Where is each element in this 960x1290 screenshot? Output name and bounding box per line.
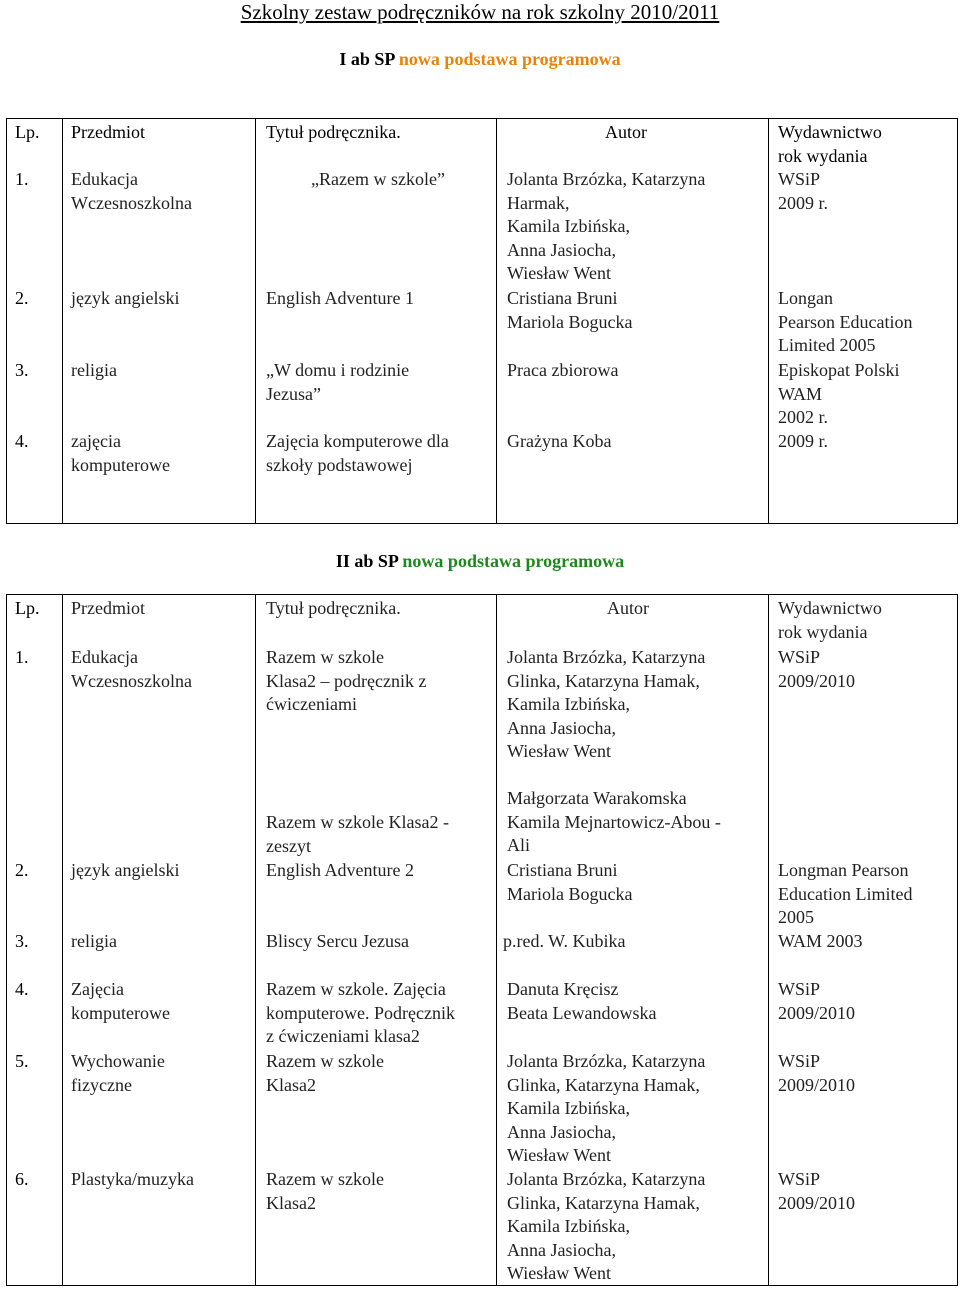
section-1-class: I ab SP (339, 49, 395, 69)
table-row-3-subject: religia (71, 360, 117, 380)
header-author: Autor (605, 122, 647, 142)
header-publisher: Wydawnictwo rok wydania (778, 122, 882, 166)
table-row-2-author: Cristiana Bruni Mariola Bogucka (507, 288, 633, 332)
table-row-1-author: Jolanta Brzózka, Katarzyna Glinka, Katarzyna Hamak, Kamila Izbińska, Anna Jasiocha, Wiesław Went (507, 647, 706, 761)
table-row-2-lp: 2. (15, 860, 29, 880)
table-row-1-workbook-author: Małgorzata Warakomska Kamila Mejnartowicz-Abou - Ali (507, 788, 721, 855)
table-row-3-author: p.red. W. Kubika (503, 931, 626, 951)
header-subject: Przedmiot (71, 598, 145, 618)
table-row-5-title: Razem w szkole Klasa2 (266, 1051, 384, 1095)
table-row-4-publisher: WSiP 2009/2010 (778, 979, 856, 1023)
table-row-1-title: „Razem w szkole” (311, 169, 445, 189)
table-row-4-lp: 4. (15, 979, 29, 999)
table-row-2-publisher: Longman Pearson Education Limited 2005 (778, 860, 913, 927)
header-lp: Lp. (15, 598, 40, 618)
table-row-3-publisher: Episkopat Polski WAM 2002 r. (778, 360, 900, 427)
header-publisher: Wydawnictwo rok wydania (778, 598, 882, 642)
table-row-2-subject: język angielski (71, 288, 180, 308)
table-row-1-title: Razem w szkole Klasa2 – podręcznik z ćwiczeniami (266, 647, 427, 714)
table-row-5-lp: 5. (15, 1051, 29, 1071)
textbook-table-1 (6, 118, 958, 524)
table-row-6-author: Jolanta Brzózka, Katarzyna Glinka, Katarzyna Hamak, Kamila Izbińska, Anna Jasiocha, Wiesław Went (507, 1169, 706, 1283)
table-row-1-lp: 1. (15, 647, 29, 667)
table-row-6-publisher: WSiP 2009/2010 (778, 1169, 856, 1213)
table-row-5-subject: Wychowanie fizyczne (71, 1051, 165, 1095)
table-row-5-author: Jolanta Brzózka, Katarzyna Glinka, Katarzyna Hamak, Kamila Izbińska, Anna Jasiocha, Wiesław Went (507, 1051, 706, 1165)
table-row-3-title: „W domu i rodzinie Jezusa” (266, 360, 410, 404)
table-row-1-author: Jolanta Brzózka, Katarzyna Harmak, Kamila Izbińska, Anna Jasiocha, Wiesław Went (507, 169, 706, 283)
table-row-4-publisher: 2009 r. (778, 431, 829, 451)
document-title: Szkolny zestaw podręczników na rok szkolny 2010/2011 (240, 0, 720, 24)
table-row-4-lp: 4. (15, 431, 29, 451)
table-row-2-subject: język angielski (71, 860, 180, 880)
table-row-2-publisher: Longan Pearson Education Limited 2005 (778, 288, 913, 355)
header-lp: Lp. (15, 122, 40, 142)
table-row-3-lp: 3. (15, 931, 29, 951)
table-row-4-author: Danuta Kręcisz Beata Lewandowska (507, 979, 657, 1023)
section-2-curriculum: nowa podstawa programowa (402, 551, 625, 571)
table-row-4-author: Grażyna Koba (507, 431, 612, 451)
table-row-1-workbook-title: Razem w szkole Klasa2 - zeszyt (266, 812, 449, 856)
table-row-3-subject: religia (71, 931, 117, 951)
table-row-3-author: Praca zbiorowa (507, 360, 619, 380)
table-row-3-lp: 3. (15, 360, 29, 380)
table-row-1-publisher: WSiP 2009 r. (778, 169, 829, 213)
table-row-1-lp: 1. (15, 169, 29, 189)
table-row-2-author: Cristiana Bruni Mariola Bogucka (507, 860, 633, 904)
table-row-5-publisher: WSiP 2009/2010 (778, 1051, 856, 1095)
table-row-2-lp: 2. (15, 288, 29, 308)
table-row-1-publisher: WSiP 2009/2010 (778, 647, 856, 691)
table-row-6-subject: Plastyka/muzyka (71, 1169, 194, 1189)
section-1-curriculum: nowa podstawa programowa (398, 49, 621, 69)
table-row-6-title: Razem w szkole Klasa2 (266, 1169, 384, 1213)
section-2-heading (0, 550, 960, 572)
table-row-3-publisher: WAM 2003 (778, 931, 863, 951)
table-row-3-title: Bliscy Sercu Jezusa (266, 931, 409, 951)
table-row-6-lp: 6. (15, 1169, 29, 1189)
section-1-heading (0, 48, 960, 70)
header-author: Autor (607, 598, 649, 618)
table-row-2-title: English Adventure 1 (266, 288, 414, 308)
table-row-1-subject: Edukacja Wczesnoszkolna (71, 647, 192, 691)
table-row-4-title: Razem w szkole. Zajęcia komputerowe. Podręcznik z ćwiczeniami klasa2 (266, 979, 455, 1046)
header-title: Tytuł podręcznika. (266, 598, 401, 618)
header-subject: Przedmiot (71, 122, 145, 142)
table-row-1-subject: Edukacja Wczesnoszkolna (71, 169, 192, 213)
table-row-2-title: English Adventure 2 (266, 860, 414, 880)
section-2-class: II ab SP (335, 551, 398, 571)
header-title: Tytuł podręcznika. (266, 122, 401, 142)
table-row-4-subject: zajęcia komputerowe (71, 431, 170, 475)
table-row-4-subject: Zajęcia komputerowe (71, 979, 170, 1023)
table-row-4-title: Zajęcia komputerowe dla szkoły podstawowej (266, 431, 449, 475)
textbook-table-2 (6, 594, 958, 1286)
